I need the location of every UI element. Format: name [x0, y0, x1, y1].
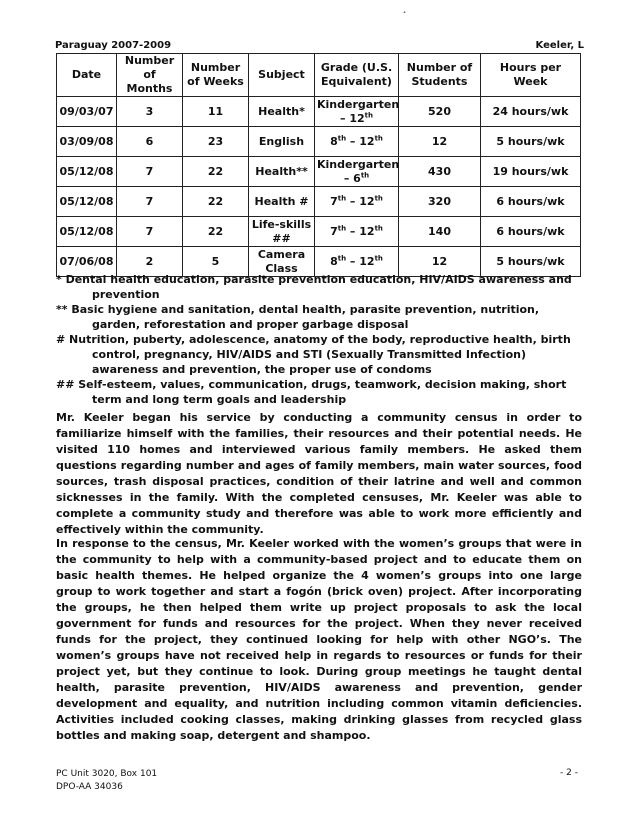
- cell-subject: Health #: [249, 187, 315, 217]
- cell-months: 3: [117, 97, 183, 127]
- cell-weeks: 11: [183, 97, 249, 127]
- paragraph-womens-groups: In response to the census, Mr. Keeler worked with the women’s groups that were in the community to help with a community-based project and to educate them on basic health themes. He helped organize the 4 women’s groups into one large group to work together and start a fogón (brick oven) project. After incorporating the groups, he then helped them write up project proposals to ask the local government for funds and resources for the project. When they never received funds for the project, they continued looking for help with other NGO’s. The women’s groups have not received help in regards to resources or funds for their project yet, but they continue to look. During group meetings he taught dental health, parasite prevention, HIV/AIDS awareness and prevention, gender development and equality, and nutrition including common vitamin deficiencies. Activities included cooking classes, making drinking glasses from recycled glass bottles and making soap, detergent and shampoo.: [56, 537, 582, 742]
- cell-date: 05/12/08: [57, 217, 117, 247]
- table-footnotes: [56, 272, 586, 407]
- cell-hours: 5 hours/wk: [481, 247, 581, 277]
- header-months: Number of Months: [117, 54, 183, 97]
- header-date: Date: [57, 54, 117, 97]
- header-subject: Subject: [249, 54, 315, 97]
- header-weeks: Number of Weeks: [183, 54, 249, 97]
- service-table: [56, 53, 581, 277]
- cell-weeks: 22: [183, 187, 249, 217]
- cell-students: 12: [399, 127, 481, 157]
- cell-subject: Health**: [249, 157, 315, 187]
- cell-weeks: 5: [183, 247, 249, 277]
- cell-hours: 19 hours/wk: [481, 157, 581, 187]
- cell-grade: 8th – 12th: [315, 247, 399, 277]
- header-students: Number of Students: [399, 54, 481, 97]
- cell-students: 520: [399, 97, 481, 127]
- table-row: [57, 217, 581, 247]
- cell-weeks: 22: [183, 157, 249, 187]
- cell-grade: Kindergarten – 6th: [315, 157, 399, 187]
- page-number: - 2 -: [560, 768, 578, 778]
- table-row: [57, 97, 581, 127]
- header-right: Keeler, L: [535, 40, 584, 51]
- cell-students: 12: [399, 247, 481, 277]
- table-row: [57, 187, 581, 217]
- cell-subject: English: [249, 127, 315, 157]
- cell-subject: Life-skills ##: [249, 217, 315, 247]
- cell-date: 03/09/08: [57, 127, 117, 157]
- header-hours: Hours per Week: [481, 54, 581, 97]
- cell-date: 05/12/08: [57, 157, 117, 187]
- cell-students: 140: [399, 217, 481, 247]
- cell-hours: 6 hours/wk: [481, 187, 581, 217]
- cell-hours: 24 hours/wk: [481, 97, 581, 127]
- cell-months: 6: [117, 127, 183, 157]
- stray-mark: ·: [403, 8, 407, 17]
- cell-students: 320: [399, 187, 481, 217]
- footer-line-1: PC Unit 3020, Box 101: [56, 769, 158, 779]
- header-grade: Grade (U.S. Equivalent): [315, 54, 399, 97]
- table-header-row: [57, 54, 581, 97]
- cell-date: 07/06/08: [57, 247, 117, 277]
- cell-months: 7: [117, 187, 183, 217]
- cell-weeks: 22: [183, 217, 249, 247]
- cell-date: 05/12/08: [57, 187, 117, 217]
- cell-grade: 7th – 12th: [315, 187, 399, 217]
- cell-grade: 7th – 12th: [315, 217, 399, 247]
- table-row: [57, 157, 581, 187]
- footnote-life-skills: ## Self-esteem, values, communication, drugs, teamwork, decision making, short term and long term goals and leadership: [56, 378, 567, 406]
- cell-weeks: 23: [183, 127, 249, 157]
- cell-students: 430: [399, 157, 481, 187]
- cell-hours: 6 hours/wk: [481, 217, 581, 247]
- cell-subject: Health*: [249, 97, 315, 127]
- cell-months: 7: [117, 157, 183, 187]
- cell-date: 09/03/07: [57, 97, 117, 127]
- footnote-nutrition: # Nutrition, puberty, adolescence, anatomy of the body, reproductive health, birth control, pregnancy, HIV/AIDS and STI (Sexually Transmitted Infection) awareness and prevention, the proper use of condoms: [56, 333, 571, 376]
- cell-grade: 8th – 12th: [315, 127, 399, 157]
- table-row: [57, 127, 581, 157]
- footnote-hygiene: ** Basic hygiene and sanitation, dental health, parasite prevention, nutrition, garden, reforestation and proper garbage disposal: [56, 303, 540, 331]
- cell-subject: Camera Class: [249, 247, 315, 277]
- footer-line-2: DPO-AA 34036: [56, 782, 123, 792]
- paragraph-census: Mr. Keeler began his service by conducting a community census in order to familiarize himself with the families, their resources and their potential needs. He visited 110 homes and interviewed various family members. He asked them questions regarding number and ages of family members, main water sources, food sources, trash disposal practices, condition of their latrine and well and common sicknesses in the family. With the completed censuses, Mr. Keeler was able to complete a community study and therefore was able to work more efficiently and effectively within the community.: [56, 411, 582, 536]
- cell-grade: Kindergarten – 12th: [315, 97, 399, 127]
- footnote-dental: * Dental health education, parasite prevention education, HIV/AIDS awareness and prevention: [56, 273, 572, 301]
- cell-months: 7: [117, 217, 183, 247]
- cell-months: 2: [117, 247, 183, 277]
- header-left: Paraguay 2007-2009: [55, 40, 172, 51]
- footer-address: [56, 768, 157, 794]
- cell-hours: 5 hours/wk: [481, 127, 581, 157]
